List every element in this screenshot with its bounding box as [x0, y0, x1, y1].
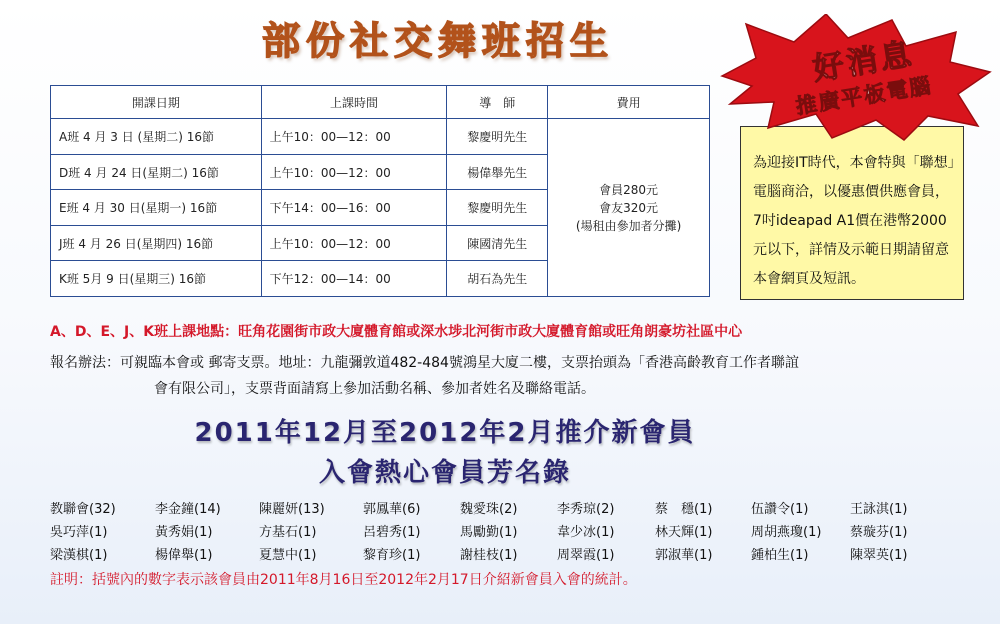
class-date: A班 4 月 3 日 (星期二) 16節: [51, 119, 262, 155]
list-item: 陳翠英(1): [850, 548, 908, 563]
list-item: 謝桂枝(1): [460, 548, 518, 563]
list-item: 李金鐘(14): [155, 502, 221, 517]
member-list: [50, 499, 970, 566]
honor-heading-1: 2011年12月至2012年2月推介新會員: [194, 418, 696, 448]
promo-burst: [716, 14, 994, 142]
list-item: 楊偉舉(1): [155, 548, 213, 563]
list-item: 蔡 穩(1): [655, 502, 713, 517]
list-item: 馬勵勤(1): [460, 525, 518, 540]
class-time: 上午10：00—12：00: [261, 119, 447, 155]
list-item: 林天輝(1): [655, 525, 713, 540]
list-item: 李秀琼(2): [557, 502, 615, 517]
class-tutor: 黎慶明先生: [447, 119, 548, 155]
column-header-time: 上課時間: [261, 86, 447, 119]
list-item: 陳麗妍(13): [259, 502, 325, 517]
list-item: 方基石(1): [259, 525, 317, 540]
list-item: 夏慧中(1): [259, 548, 317, 563]
class-time: 上午10：00—12：00: [261, 225, 447, 261]
promo-note: 為迎接IT時代，本會特與「聯想」電腦商洽，以優惠價供應會員，7吋ideapad A1價在港幣2000元以下，詳情及示範日期請留意本會網頁及短訊。: [740, 126, 964, 300]
registration-line-1: 報名辦法：可親臨本會或 郵寄支票。地址：九龍彌敦道482-484號鴻星大廈二樓，支票抬頭為「香港高齡教育工作者聯誼: [50, 355, 799, 371]
footnote: 註明：括號內的數字表示該會員由2011年8月16日至2012年2月17日介紹新會員入會的統計。: [50, 572, 637, 588]
promo-headline: 好消息: [810, 36, 917, 88]
list-item: 郭鳳華(6): [363, 502, 421, 517]
list-item: 韋少冰(1): [557, 525, 615, 540]
class-date: E班 4 月 30 日(星期一) 16節: [51, 190, 262, 226]
class-tutor: 陳國清先生: [447, 225, 548, 261]
fee-note: (場租由參加者分攤): [575, 218, 682, 233]
list-item: 梁漢棋(1): [50, 548, 108, 563]
venue-text: A、D、E、J、K班上課地點：旺角花園街市政大廈體育館或深水埗北河街市政大廈體育館或旺角朗豪坊社區中心: [50, 324, 743, 340]
list-item: 伍讚令(1): [751, 502, 809, 517]
class-time: 下午14：00—16：00: [261, 190, 447, 226]
column-header-date: 開課日期: [51, 86, 262, 119]
class-date: J班 4 月 26 日(星期四) 16節: [51, 225, 262, 261]
fee-friend: 會友320元: [599, 200, 659, 215]
list-item: 鍾柏生(1): [751, 548, 809, 563]
class-time: 下午12：00—14：00: [261, 261, 447, 297]
fee-cell: [548, 119, 710, 297]
list-item: 周胡燕瓊(1): [751, 525, 822, 540]
class-tutor: 楊偉舉先生: [447, 154, 548, 190]
column-header-tutor: 導 師: [447, 86, 548, 119]
table-header-row: [51, 86, 710, 119]
registration-line-2: 會有限公司」，支票背面請寫上參加活動名稱、參加者姓名及聯絡電話。: [154, 381, 595, 397]
list-item: 郭淑華(1): [655, 548, 713, 563]
promo-subline: 推廣平板電腦: [794, 73, 935, 119]
list-item: 魏愛珠(2): [460, 502, 518, 517]
list-item: 黎育珍(1): [363, 548, 421, 563]
class-date: D班 4 月 24 日(星期二) 16節: [51, 154, 262, 190]
page-title: 部份社交舞班招生: [262, 19, 615, 63]
list-item: 蔡璇芬(1): [850, 525, 908, 540]
column-header-fee: 費用: [548, 86, 710, 119]
list-item: 呂碧秀(1): [363, 525, 421, 540]
fee-member: 會員280元: [599, 182, 659, 197]
list-item: 王詠淇(1): [850, 502, 908, 517]
course-table: [50, 85, 710, 297]
list-item: 周翠霞(1): [557, 548, 615, 563]
class-time: 上午10：00—12：00: [261, 154, 447, 190]
honor-heading-2: 入會熱心會員芳名錄: [318, 458, 571, 488]
list-item: 吳巧萍(1): [50, 525, 108, 540]
class-date: K班 5月 9 日(星期三) 16節: [51, 261, 262, 297]
class-tutor: 胡石為先生: [447, 261, 548, 297]
list-item: 教聯會(32): [50, 502, 116, 517]
class-tutor: 黎慶明先生: [447, 190, 548, 226]
table-row: [51, 119, 710, 155]
list-item: 黃秀娟(1): [155, 525, 213, 540]
registration-text: [50, 350, 970, 402]
